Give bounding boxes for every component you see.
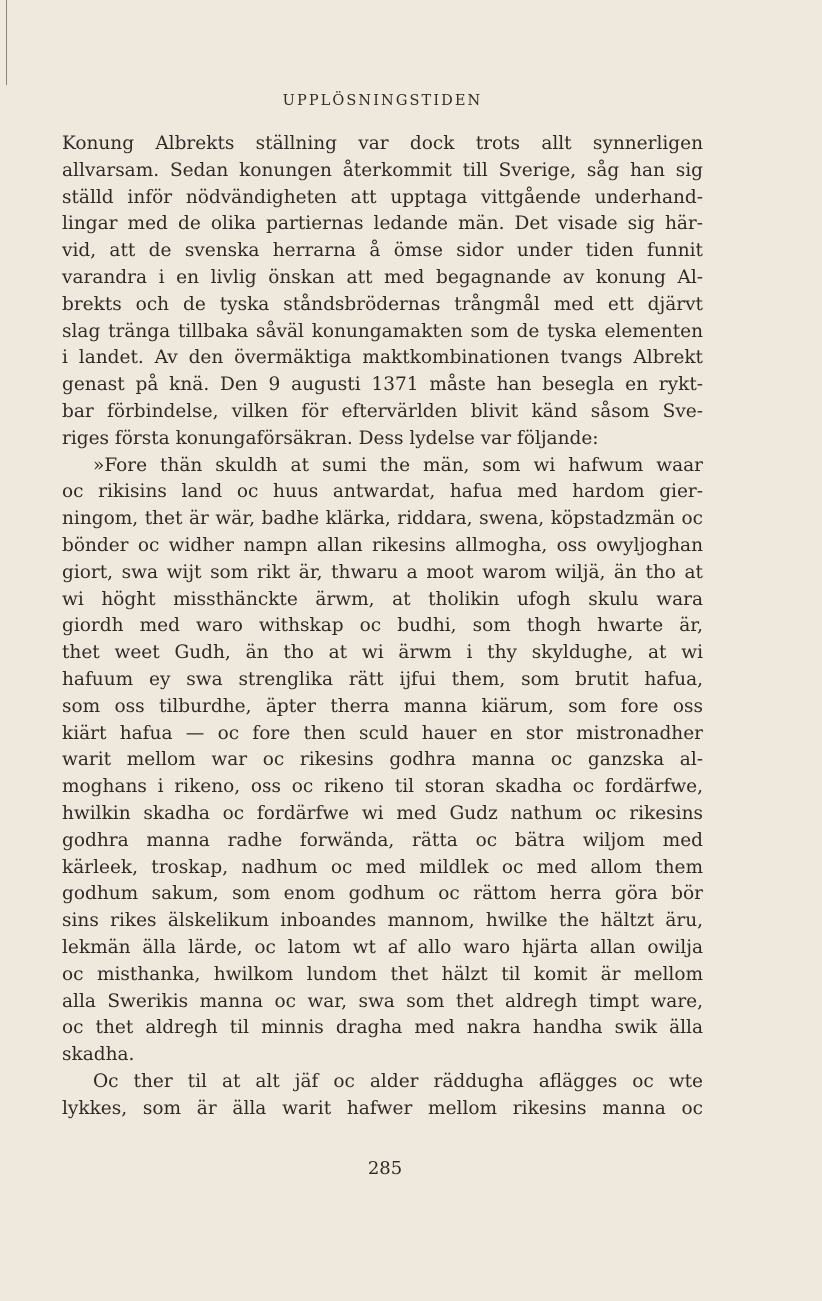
quote-line: »Fore thän skuldh at sumi the män, som wi hafwum waar <box>93 454 703 476</box>
quote-line: godhum sakum, som enom godhum oc rättom herra göra bör <box>62 883 703 905</box>
quote-line: lekmän älla lärde, oc latom wt af allo waro hjärta allan owilja <box>62 936 703 958</box>
quote-line: wi höght missthänckte ärwm, at tholikin ufogh skulu wara <box>62 588 703 610</box>
quote-line: thet weet Gudh, än tho at wi ärwm i thy skyldughe, at wi <box>62 642 703 664</box>
page-edge-line <box>6 0 7 85</box>
quote-line: godhra manna radhe forwända, rätta oc bätra wiljom med <box>62 829 703 851</box>
quote-line: ningom, thet är wär, badhe klärka, riddara, swena, köpstadzmän oc <box>62 508 703 530</box>
text-line: Konung Albrekts ställning var dock trots allt synnerligen <box>62 133 703 154</box>
quote-line: hwilkin skadha oc fordärfwe wi med Gudz nathum oc rikesins <box>62 802 703 824</box>
quote-line: oc misthanka, hwilkom lundom thet hälzt til komit är mellom <box>62 963 703 985</box>
quote-line: bönder oc widher nampn allan rikesins allmogha, oss owyljoghan <box>62 534 703 556</box>
text-line: bar förbindelse, vilken för eftervärlden blivit känd såsom Sve- <box>62 400 703 422</box>
quote-line: oc thet aldregh til minnis dragha med nakra handha swik älla <box>62 1017 703 1039</box>
text-line: genast på knä. Den 9 augusti 1371 måste han besegla en rykt- <box>62 374 703 396</box>
quote-line: lykkes, som är älla warit hafwer mellom rikesins manna oc <box>62 1097 703 1119</box>
quote-line: warit mellom war oc rikesins godhra manna oc ganzska al- <box>62 749 703 771</box>
text-line: slag tränga tillbaka såväl konungamakten som de tyska elementen <box>62 320 703 342</box>
quote-line: kiärt hafua — oc fore then sculd hauer en stor mistronadher <box>62 722 703 744</box>
quote-line: Oc ther til at alt jäf oc alder räddugha aflägges oc wte <box>93 1070 703 1092</box>
text-line: varandra i en livlig önskan att med begagnande av konung Al- <box>62 266 703 288</box>
text-line: riges första konungaförsäkran. Dess lydelse var följande: <box>62 427 599 449</box>
page-number: 285 <box>367 1158 403 1179</box>
body-text <box>62 131 703 1122</box>
quote-line: moghans i rikeno, oss oc rikeno til storan skadha oc fordärfwe, <box>62 776 703 798</box>
quote-line: giort, swa wijt som rikt är, thwaru a moot warom wiljä, än tho at <box>62 561 703 583</box>
text-line: allvarsam. Sedan konungen återkommit till Sverige, såg han sig <box>62 159 703 181</box>
quote-line: hafuum ey swa strenglika rätt ijfui them, som brutit hafua, <box>62 668 703 690</box>
text-line: brekts och de tyska ståndsbrödernas trångmål med ett djärvt <box>62 293 703 315</box>
text-line: i landet. Av den övermäktiga maktkombinationen tvangs Albrekt <box>62 347 703 369</box>
quote-line: sins rikes älskelikum inboandes mannom, hwilke the hältzt äru, <box>62 910 703 932</box>
running-header: UPPLÖSNINGSTIDEN <box>282 93 483 109</box>
text-line: vid, att de svenska herrarna å ömse sidor under tiden funnit <box>62 240 703 262</box>
quote-line: kärleek, troskap, nadhum oc med mildlek oc med allom them <box>62 856 703 878</box>
quote-line: oc rikisins land oc huus antwardat, hafua med hardom gier- <box>62 481 703 503</box>
quote-line: som oss tilburdhe, äpter therra manna kiärum, som fore oss <box>62 695 703 717</box>
quote-line: skadha. <box>62 1044 135 1066</box>
quote-line: giordh med waro withskap oc budhi, som thogh hwarte är, <box>62 615 703 637</box>
text-line: lingar med de olika partiernas ledande män. Det visade sig här- <box>62 213 703 235</box>
text-line: ställd inför nödvändigheten att upptaga vittgående underhand- <box>62 186 703 208</box>
quote-line: alla Swerikis manna oc war, swa som thet aldregh timpt ware, <box>62 990 703 1012</box>
